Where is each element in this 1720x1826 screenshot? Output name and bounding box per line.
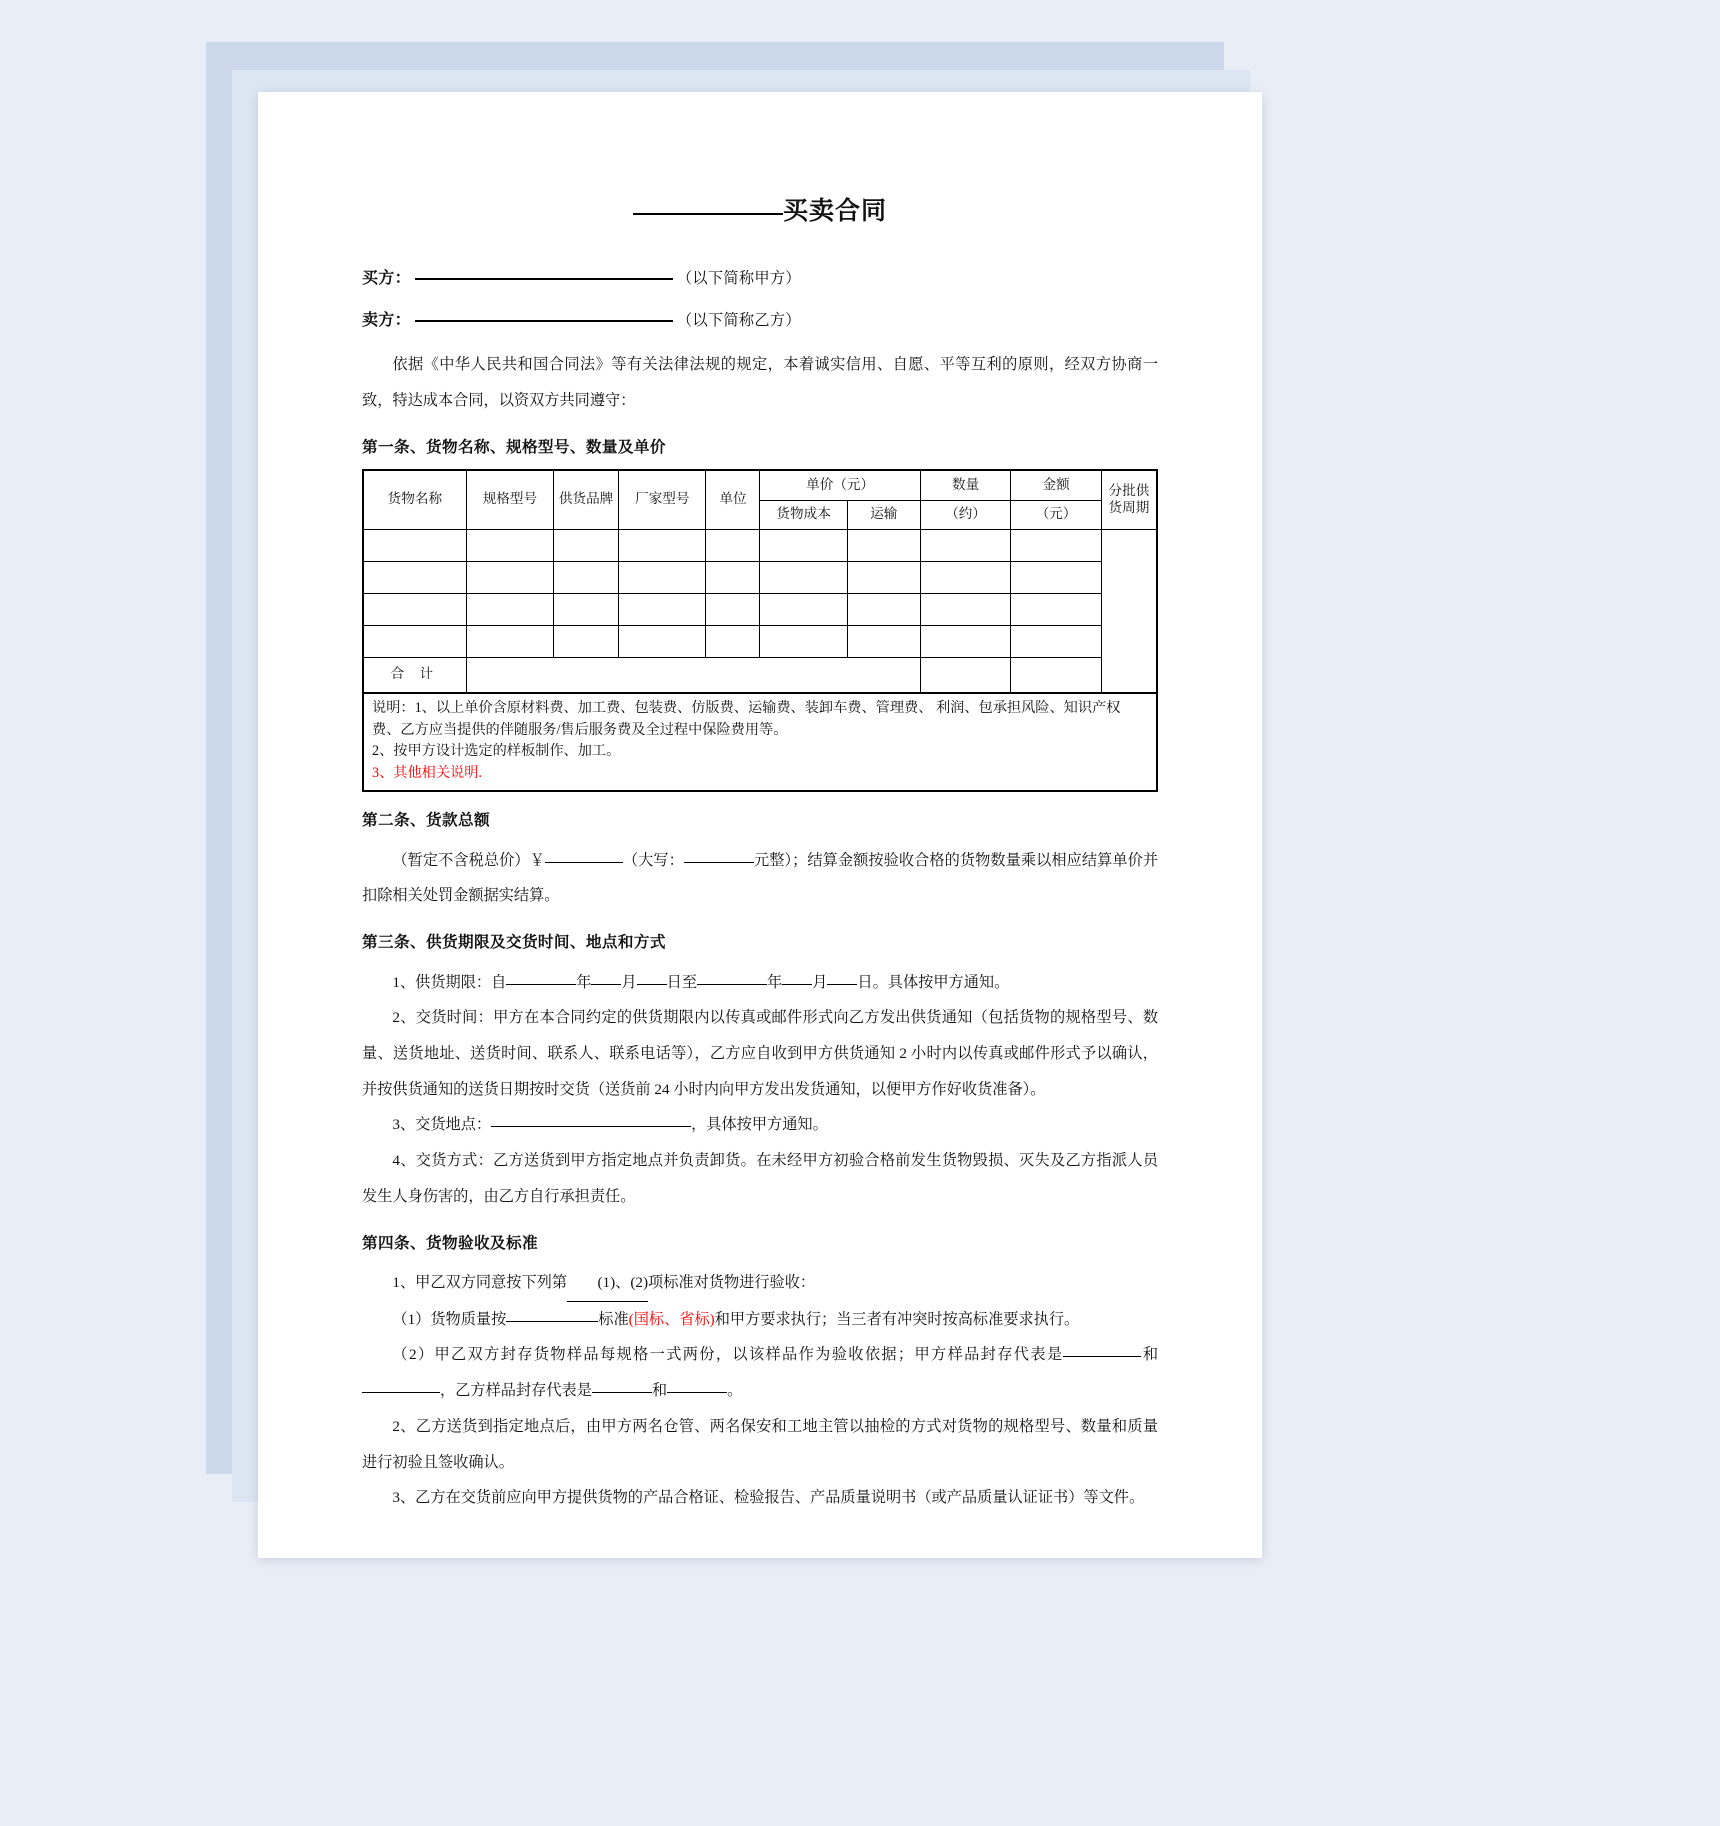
th-amount: 金额 — [1011, 470, 1102, 500]
cell-amount[interactable] — [920, 561, 1011, 593]
cell-unit[interactable] — [619, 625, 706, 657]
cell-goods-name[interactable] — [363, 529, 466, 561]
sample-prefix: （2）甲乙双方封存货物样品每规格一式两份，以该样品作为验收依据；甲方样品封存代表是 — [392, 1346, 1064, 1364]
supply-period-prefix: 1、供货期限：自 — [392, 973, 507, 991]
seller-rep-prefix: ，乙方样品封存代表是 — [440, 1382, 592, 1400]
goods-table-header-row-1 — [363, 470, 1157, 500]
supply-to-label: 日至 — [666, 973, 698, 991]
clause2-tail: 元整）；结算金额按验收合格的货物数量乘以相应结算单价并扣除相关处罚金额据实结算。 — [362, 851, 1159, 905]
cell-goods-name[interactable] — [363, 561, 466, 593]
clause2-capital-prefix: （大写： — [622, 851, 684, 869]
delivery-place-blank[interactable] — [491, 1126, 691, 1127]
contract-page — [258, 92, 1262, 1558]
th-goods-cost: 货物成本 — [760, 500, 847, 529]
total-batch-cell[interactable] — [1011, 657, 1102, 693]
cell-spec-model[interactable] — [466, 529, 553, 561]
supply-end-day-blank[interactable] — [827, 984, 857, 985]
quality-standard-blank[interactable] — [506, 1321, 598, 1322]
cell-unit[interactable] — [619, 561, 706, 593]
goods-table-notes — [362, 694, 1158, 792]
clause-2-heading: 第二条、货款总额 — [362, 812, 490, 830]
goods-table-body — [363, 529, 1157, 693]
table-row[interactable] — [363, 625, 1157, 657]
quality-standard-tail: 和甲方要求执行；当三者有冲突时按高标准要求执行。 — [714, 1310, 1080, 1328]
title-blank-underline[interactable] — [633, 213, 783, 215]
th-goods-name: 货物名称 — [363, 470, 466, 530]
seller-rep-1-blank[interactable] — [592, 1392, 652, 1393]
cell-factory-model[interactable] — [554, 593, 619, 625]
cell-batch-cycle[interactable] — [1011, 561, 1102, 593]
document-body — [362, 188, 1158, 1516]
cell-freight[interactable] — [760, 561, 847, 593]
goods-table-head — [363, 470, 1157, 530]
clause-4-item-2: 2、乙方送货到指定地点后，由甲方两名仓管、两名保安和工地主管以抽检的方式对货物的规格型号、数量和质量进行初验且签收确认。 — [362, 1417, 1158, 1471]
clause-4-sub-2 — [362, 1337, 1158, 1408]
total-amount-cell[interactable] — [920, 657, 1011, 693]
cell-batch-cycle[interactable] — [1011, 529, 1102, 561]
quality-standard-label: 标准 — [598, 1310, 629, 1328]
supply-start-year-blank[interactable] — [506, 984, 576, 985]
supply-start-day-blank[interactable] — [637, 984, 667, 985]
clause2-amount-blank[interactable] — [545, 862, 623, 863]
th-batch-cycle: 分批供货周期 — [1101, 470, 1157, 530]
delivery-place-prefix: 3、交货地点： — [392, 1116, 492, 1134]
seller-line — [362, 305, 1158, 336]
preamble-paragraph: 依据《中华人民共和国合同法》等有关法律法规的规定，本着诚实信用、自愿、平等互利的原则，经双方协商一致，特达成本合同，以资双方共同遵守： — [362, 356, 1158, 409]
cell-unit[interactable] — [619, 593, 706, 625]
cell-goods-name[interactable] — [363, 625, 466, 657]
supply-end-year-blank[interactable] — [697, 984, 767, 985]
total-span-blank[interactable] — [466, 657, 920, 693]
clause-3-item-3 — [362, 1107, 1158, 1143]
th-freight: 运输 — [847, 500, 920, 529]
seller-label: 卖方： — [362, 311, 411, 329]
cell-spec-model[interactable] — [466, 625, 553, 657]
th-amount-note: （元） — [1011, 500, 1102, 529]
cell-factory-model[interactable] — [554, 561, 619, 593]
note-line-1: 说明：1、以上单价含原材料费、加工费、包装费、仿版费、运输费、装卸车费、管理费、 利润、包承担风险、知识产权费、乙方应当提供的伴随服务/售后服务费及全过程中保险费用等。 — [372, 699, 1121, 738]
supply-end-month-label: 月 — [812, 973, 828, 991]
seller-input-blank[interactable] — [415, 320, 673, 322]
cell-freight[interactable] — [760, 593, 847, 625]
page-title — [362, 188, 1158, 237]
acceptance-tail: 项标准对货物进行验收： — [648, 1273, 816, 1291]
cell-goods-cost[interactable] — [706, 593, 760, 625]
th-quantity-note: （约） — [920, 500, 1011, 529]
buyer-rep-2-blank[interactable] — [362, 1392, 440, 1393]
cell-spec-model[interactable] — [466, 593, 553, 625]
cell-quantity[interactable] — [847, 593, 920, 625]
cell-factory-model[interactable] — [554, 625, 619, 657]
delivery-place-tail: ，具体按甲方通知。 — [691, 1116, 828, 1134]
supply-end-month-blank[interactable] — [782, 984, 812, 985]
clause-3-item-1 — [362, 965, 1158, 1001]
clause2-capital-blank[interactable] — [684, 862, 754, 863]
total-label: 合 计 — [363, 657, 466, 693]
goods-table — [362, 469, 1158, 694]
cell-batch-cycle[interactable] — [1011, 625, 1102, 657]
clause-4-sub-1 — [362, 1302, 1158, 1338]
cell-factory-model[interactable] — [554, 529, 619, 561]
supply-start-year-label: 年 — [576, 973, 592, 991]
supply-start-month-blank[interactable] — [591, 984, 621, 985]
cell-quantity[interactable] — [847, 561, 920, 593]
table-row[interactable] — [363, 529, 1157, 561]
clause-3-item-4: 4、交货方式：乙方送货到甲方指定地点并负责卸货。在未经甲方初验合格前发生货物毁损、灭失及乙方指派人员发生人身伤害的，由乙方自行承担责任。 — [362, 1152, 1158, 1205]
cell-freight[interactable] — [760, 625, 847, 657]
table-row[interactable] — [363, 561, 1157, 593]
cell-unit[interactable] — [619, 529, 706, 561]
buyer-line — [362, 263, 1158, 294]
th-spec-model: 规格型号 — [466, 470, 553, 530]
cell-goods-cost[interactable] — [706, 561, 760, 593]
note-line-3: 3、其他相关说明. — [372, 764, 482, 781]
buyer-rep-1-blank[interactable] — [1063, 1356, 1141, 1357]
acceptance-prefix: 1、甲乙双方同意按下列第 — [392, 1273, 568, 1291]
quality-standard-red-note: (国标、省标) — [628, 1310, 715, 1328]
cell-spec-model[interactable] — [466, 561, 553, 593]
quality-standard-prefix: （1）货物质量按 — [392, 1310, 507, 1328]
goods-table-total-row — [363, 657, 1157, 693]
clause2-total-prefix: （暂定不含税总价）￥ — [392, 851, 545, 869]
title-text: 买卖合同 — [782, 198, 887, 225]
clause-3-item-2: 2、交货时间：甲方在本合同约定的供货期限内以传真或邮件形式向乙方发出供货通知（包括货物的规格型号、数量、送货地址、送货时间、联系人、联系电话等），乙方应自收到甲方供货通知 2 小时内以传真或邮件形式予以确认，并按供货通知的送货日期按时交货（送货前 24 小时内向甲方发出发货通知，以便甲方作好收货准备）。 — [362, 1009, 1158, 1098]
cell-quantity[interactable] — [847, 625, 920, 657]
supply-start-month-label: 月 — [621, 973, 637, 991]
cell-amount[interactable] — [920, 529, 1011, 561]
th-factory-model: 厂家型号 — [619, 470, 706, 530]
note-line-2: 2、按甲方设计选定的样板制作、加工。 — [372, 743, 621, 760]
goods-table-wrapper — [362, 469, 1158, 792]
supply-period-tail: 日。具体按甲方通知。 — [857, 973, 1010, 991]
cell-batch-cycle[interactable] — [1011, 593, 1102, 625]
th-supply-brand: 供货品牌 — [554, 470, 619, 530]
sample-tail: 。 — [727, 1382, 743, 1400]
buyer-note: （以下简称甲方） — [676, 269, 801, 287]
cell-goods-name[interactable] — [363, 593, 466, 625]
table-row[interactable] — [363, 593, 1157, 625]
cell-amount[interactable] — [920, 593, 1011, 625]
clause-1-heading: 第一条、货物名称、规格型号、数量及单价 — [362, 438, 666, 456]
clause-4-item-1 — [362, 1265, 1158, 1302]
th-quantity: 数量 — [920, 470, 1011, 500]
cell-goods-cost[interactable] — [706, 625, 760, 657]
buyer-input-blank[interactable] — [415, 278, 673, 280]
cell-freight[interactable] — [760, 529, 847, 561]
cell-quantity[interactable] — [847, 529, 920, 561]
th-unit: 单位 — [706, 470, 760, 530]
sample-and-2: 和 — [651, 1382, 668, 1400]
clause-2-paragraph — [362, 843, 1158, 914]
seller-rep-2-blank[interactable] — [667, 1392, 727, 1393]
buyer-label: 买方： — [362, 269, 411, 287]
clause-4-item-3: 3、乙方在交货前应向甲方提供货物的产品合格证、检验报告、产品质量说明书（或产品质量认证证书）等文件。 — [392, 1489, 1145, 1507]
acceptance-selected-items[interactable]: (1)、(2) — [567, 1265, 648, 1302]
cell-amount[interactable] — [920, 625, 1011, 657]
clause-3-heading: 第三条、供货期限及交货时间、地点和方式 — [362, 934, 666, 952]
sample-and-1: 和 — [1141, 1346, 1159, 1364]
seller-note: （以下简称乙方） — [676, 311, 801, 329]
supply-end-year-label: 年 — [767, 973, 783, 991]
cell-goods-cost[interactable] — [706, 529, 760, 561]
th-unit-price-group: 单价（元） — [760, 470, 920, 500]
clause-4-heading: 第四条、货物验收及标准 — [362, 1234, 538, 1252]
